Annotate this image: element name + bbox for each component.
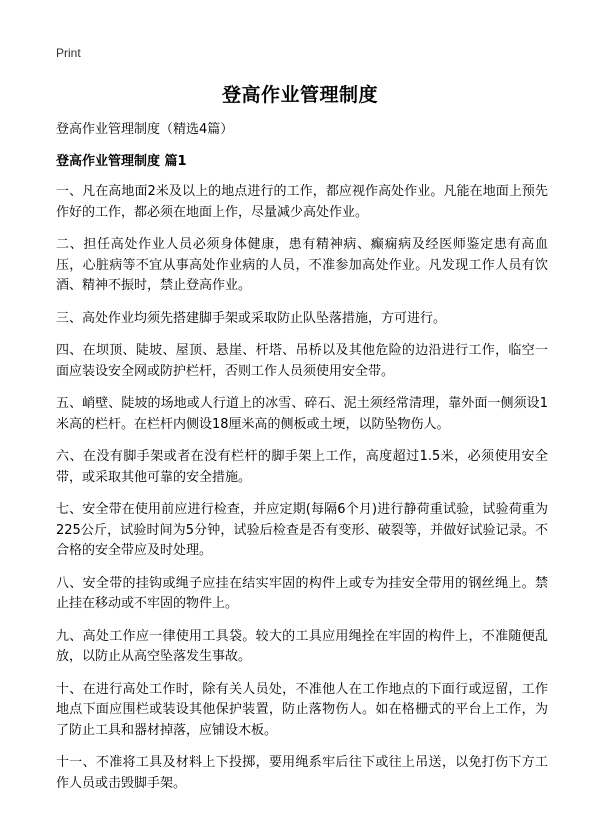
paragraph-4: 四、在坝顶、陡坡、屋顶、悬崖、杆塔、吊桥以及其他危险的边沿进行工作，临空一面应装设安全网或防护栏杆，否则工作人员须使用安全带。 [56, 343, 548, 379]
document-subtitle: 登高作业管理制度（精选4篇） [56, 122, 234, 137]
paragraph-7: 七、安全带在使用前应进行检查，并应定期(每隔6个月)进行静荷重试验，试验荷重为225公斤，试验时间为5分钟，试验后检查是否有变形、破裂等，并做好试验记录。不合格的安全带应及时处理。 [56, 502, 548, 558]
section-heading: 登高作业管理制度 篇1 [56, 154, 187, 169]
paragraph-10: 十、在进行高处工作时，除有关人员处，不准他人在工作地点的下面行或逗留，工作地点下面应围栏或装设其他保护装置，防止落物伤人。如在格栅式的平台上工作，为了防止工具和器材掉落，应铺设木板。 [56, 681, 548, 738]
paragraph-3: 三、高处作业均须先搭建脚手架或采取防止队坠落措施，方可进行。 [56, 310, 447, 326]
paragraph-8: 八、安全带的挂钩或绳子应挂在结实牢固的构件上或专为挂安全带用的钢丝绳上。禁止挂在移动或不牢固的物件上。 [56, 575, 548, 611]
paragraph-6: 六、在没有脚手架或者在没有栏杆的脚手架上工作，高度超过1.5米，必须使用安全带，或采取其他可靠的安全措施。 [56, 449, 548, 485]
paragraph-2: 二、担任高处作业人员必须身体健康，患有精神病、癫痫病及经医师鉴定患有高血压，心脏病等不宜从事高处作业病的人员，不准参加高处作业。凡发现工作人员有饮酒、精神不振时，禁止登高作业。 [56, 237, 548, 293]
paragraph-9: 九、高处工作应一律使用工具袋。较大的工具应用绳拴在牢固的构件上，不准随便乱放，以防止从高空坠落发生事故。 [56, 628, 548, 664]
paragraph-1: 一、凡在高地面2米及以上的地点进行的工作，都应视作高处作业。凡能在地面上预先作好的工作，都必须在地面上作，尽量减少高处作业。 [56, 184, 548, 220]
paragraph-11: 十一、不准将工具及材料上下投掷，要用绳系牢后往下或往上吊送，以免打伤下方工作人员或击毁脚手架。 [56, 755, 548, 791]
paragraph-5: 五、峭壁、陡坡的场地或人行道上的冰雪、碎石、泥土须经常清理，靠外面一侧须设1米高的栏杆。在栏杆内侧设18厘米高的侧板或土埂，以防坠物伤人。 [56, 396, 548, 432]
print-label: Print [56, 46, 81, 60]
document-body [56, 120, 548, 806]
document-title: 登高作业管理制度 [221, 84, 378, 106]
